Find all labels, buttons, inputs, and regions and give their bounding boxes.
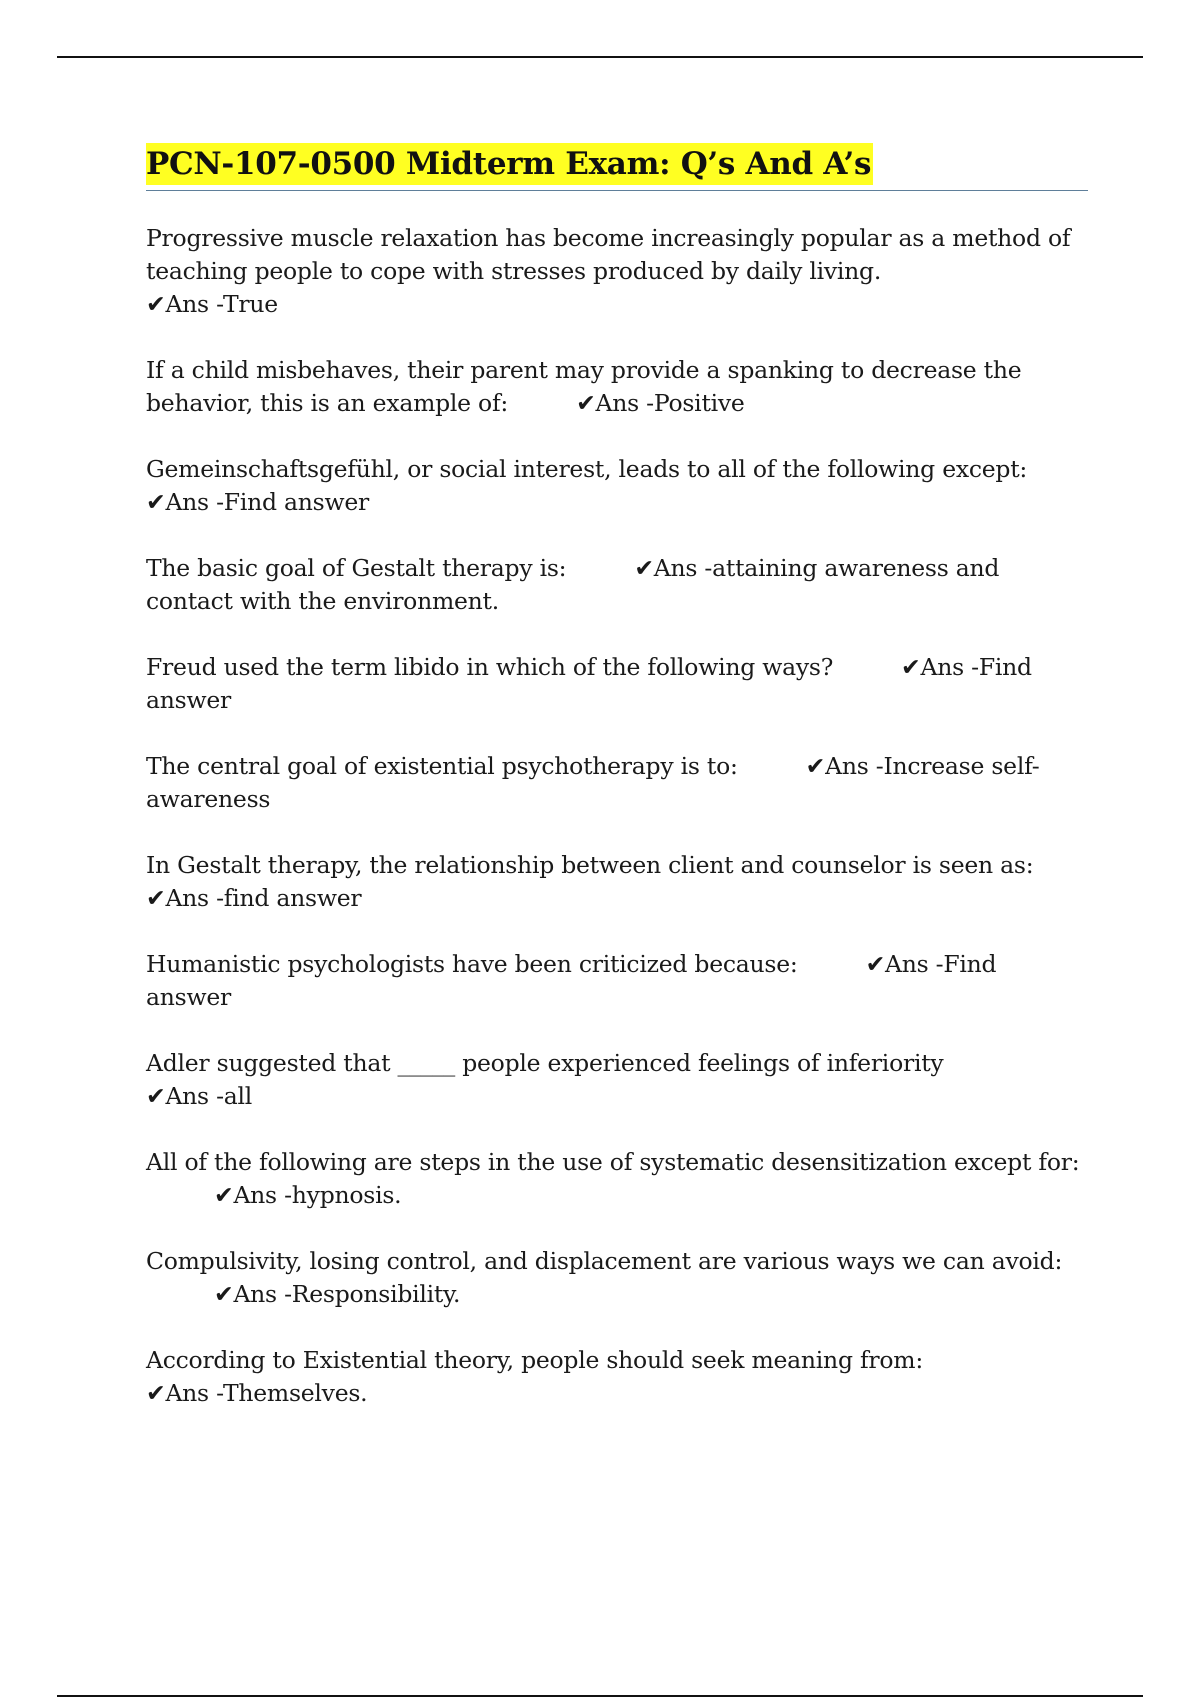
- question-text: The central goal of existential psychotherapy is to:: [146, 752, 738, 780]
- question-text: Humanistic psychologists have been criticized because:: [146, 950, 798, 978]
- qa-item: [146, 750, 1088, 816]
- qa-list: [146, 222, 1088, 1410]
- bottom-rule: [57, 1695, 1143, 1697]
- answer-text: True: [222, 290, 278, 318]
- answer-text: attaining awareness and contact with the environment.: [146, 554, 1000, 615]
- title-block: [146, 143, 1088, 191]
- qa-item: [146, 1245, 1088, 1311]
- answer-text: find answer: [223, 884, 362, 912]
- answer-prefix: ✔Ans -: [146, 884, 224, 912]
- question-text: If a child misbehaves, their parent may provide a spanking to decrease the behavior, this is an example of:: [146, 356, 1022, 417]
- answer-text: Responsibility.: [291, 1280, 461, 1308]
- qa-item: [146, 1344, 1088, 1410]
- answer-prefix: ✔Ans -: [805, 752, 884, 780]
- answer-text: hypnosis.: [291, 1181, 402, 1209]
- qa-item: [146, 849, 1088, 915]
- question-text: In Gestalt therapy, the relationship between client and counselor is seen as:: [146, 851, 1034, 879]
- answer-prefix: ✔Ans -: [214, 1280, 292, 1308]
- qa-item: [146, 354, 1088, 420]
- qa-item: [146, 1047, 1088, 1113]
- question-text: All of the following are steps in the use of systematic desensitization except for:: [146, 1148, 1080, 1176]
- answer-text: all: [223, 1082, 253, 1110]
- question-text: Adler suggested that _____ people experienced feelings of inferiority: [146, 1049, 944, 1077]
- question-text: According to Existential theory, people should seek meaning from:: [146, 1346, 923, 1374]
- document-title: PCN-107-0500 Midterm Exam: Q’s And A’s: [146, 143, 873, 185]
- answer-prefix: ✔Ans -: [901, 653, 979, 681]
- answer-text: Find answer: [223, 488, 369, 516]
- answer-prefix: ✔Ans -: [146, 1082, 224, 1110]
- top-rule: [57, 56, 1143, 58]
- qa-item: [146, 552, 1088, 618]
- question-text: Compulsivity, losing control, and displacement are various ways we can avoid:: [146, 1247, 1063, 1275]
- qa-item: [146, 651, 1088, 717]
- answer-prefix: ✔Ans -: [214, 1181, 292, 1209]
- answer-prefix: ✔Ans -: [865, 950, 944, 978]
- document-body: [146, 143, 1088, 1443]
- qa-item: [146, 948, 1088, 1014]
- answer-text: Increase self-awareness: [146, 752, 1040, 813]
- answer-text: Themselves.: [222, 1379, 368, 1407]
- answer-prefix: ✔Ans -: [634, 554, 713, 582]
- question-text: Freud used the term libido in which of the following ways?: [146, 653, 834, 681]
- question-text: Progressive muscle relaxation has become increasingly popular as a method of teaching people to cope with stresses produced by daily living.: [146, 224, 1071, 285]
- question-text: Gemeinschaftsgefühl, or social interest, leads to all of the following except:: [146, 455, 1028, 483]
- answer-prefix: ✔Ans -: [146, 488, 224, 516]
- answer-prefix: ✔Ans -: [146, 1379, 223, 1407]
- answer-text: Positive: [653, 389, 745, 417]
- answer-text: Find answer: [146, 950, 997, 1011]
- qa-item: [146, 222, 1088, 321]
- qa-item: [146, 453, 1088, 519]
- qa-item: [146, 1146, 1088, 1212]
- answer-text: Find answer: [146, 653, 1032, 714]
- answer-prefix: ✔Ans -: [146, 290, 223, 318]
- question-text: The basic goal of Gestalt therapy is:: [146, 554, 567, 582]
- answer-prefix: ✔Ans -: [576, 389, 654, 417]
